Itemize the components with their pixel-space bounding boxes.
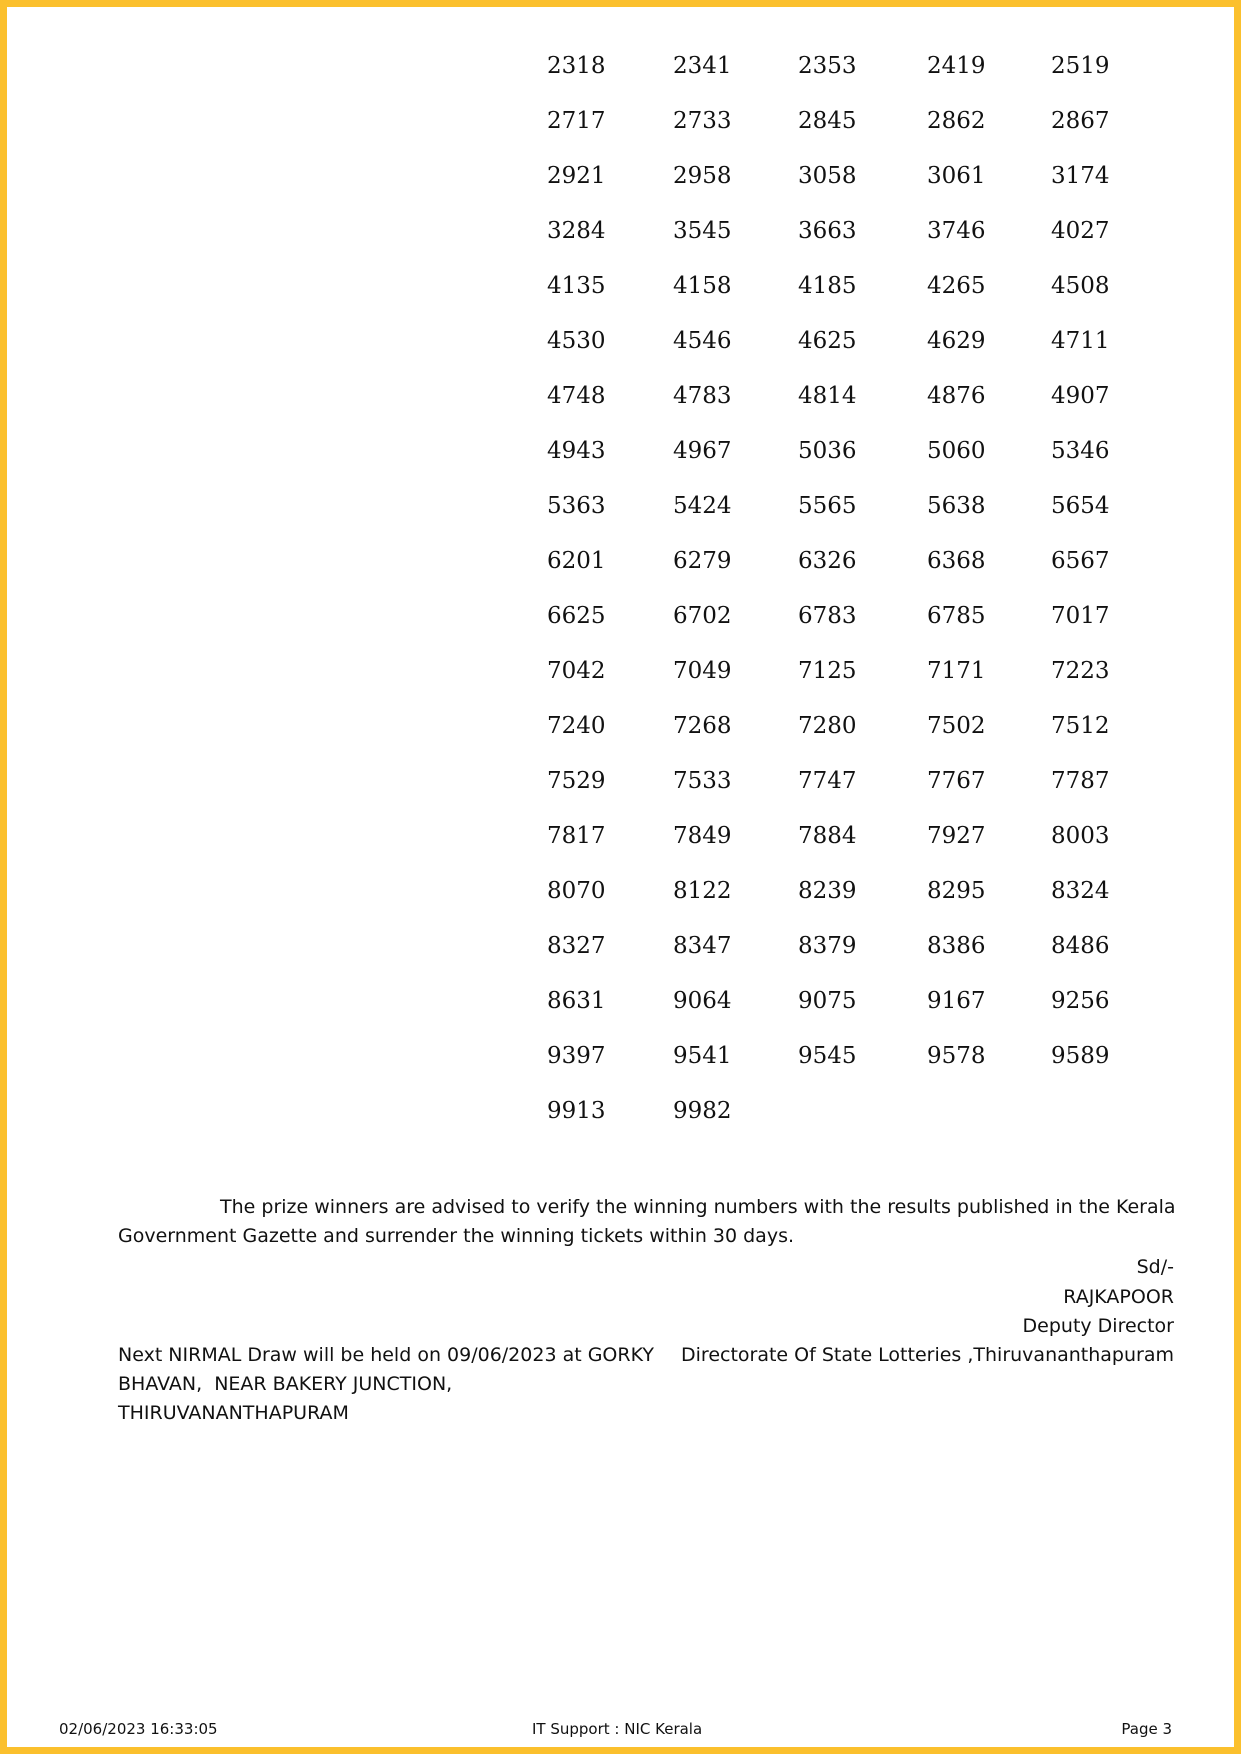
winning-number: 3545 bbox=[673, 218, 732, 244]
number-row bbox=[7, 326, 1234, 381]
winning-number: 7049 bbox=[673, 658, 732, 684]
winning-number: 2862 bbox=[927, 108, 986, 134]
winning-number: 2845 bbox=[798, 108, 857, 134]
number-row bbox=[7, 381, 1234, 436]
winning-number: 9167 bbox=[927, 988, 986, 1014]
winning-number: 5654 bbox=[1051, 493, 1110, 519]
winning-number: 8327 bbox=[547, 933, 606, 959]
winning-number: 4748 bbox=[547, 383, 606, 409]
winning-number: 3058 bbox=[798, 163, 857, 189]
winning-number: 5424 bbox=[673, 493, 732, 519]
number-row bbox=[7, 656, 1234, 711]
winning-number: 4814 bbox=[798, 383, 857, 409]
next-draw-line-3: THIRUVANANTHAPURAM bbox=[118, 1402, 349, 1424]
winning-number: 7533 bbox=[673, 768, 732, 794]
winning-number: 4265 bbox=[927, 273, 986, 299]
winning-number: 7042 bbox=[547, 658, 606, 684]
winning-number: 7512 bbox=[1051, 713, 1110, 739]
winning-number: 9541 bbox=[673, 1043, 732, 1069]
winning-number: 5363 bbox=[547, 493, 606, 519]
footer-page-number: Page 3 bbox=[1121, 1720, 1172, 1738]
winning-number: 2867 bbox=[1051, 108, 1110, 134]
winning-number: 4783 bbox=[673, 383, 732, 409]
number-row bbox=[7, 1041, 1234, 1096]
number-row bbox=[7, 491, 1234, 546]
winning-number: 5565 bbox=[798, 493, 857, 519]
winning-number: 2519 bbox=[1051, 53, 1110, 79]
signature-sd: Sd/- bbox=[1136, 1256, 1174, 1278]
winning-number: 5060 bbox=[927, 438, 986, 464]
winning-number: 7171 bbox=[927, 658, 986, 684]
number-row bbox=[7, 711, 1234, 766]
next-draw-line-2: BHAVAN, NEAR BAKERY JUNCTION, bbox=[118, 1373, 453, 1395]
winning-number: 7849 bbox=[673, 823, 732, 849]
winning-number: 3663 bbox=[798, 218, 857, 244]
winning-number: 4546 bbox=[673, 328, 732, 354]
winning-number: 2318 bbox=[547, 53, 606, 79]
winning-number: 8347 bbox=[673, 933, 732, 959]
winning-number: 7268 bbox=[673, 713, 732, 739]
number-row bbox=[7, 51, 1234, 106]
winning-number: 6326 bbox=[798, 548, 857, 574]
winning-number: 5638 bbox=[927, 493, 986, 519]
winning-number: 3174 bbox=[1051, 163, 1110, 189]
winning-number: 5036 bbox=[798, 438, 857, 464]
winning-number: 2958 bbox=[673, 163, 732, 189]
winning-number: 9064 bbox=[673, 988, 732, 1014]
next-draw-notice bbox=[118, 1341, 678, 1428]
winning-number: 3746 bbox=[927, 218, 986, 244]
winning-number: 2717 bbox=[547, 108, 606, 134]
advisory-text: The prize winners are advised to verify the winning numbers with the results published in the Kerala Government Gazette and surrender the winning tickets within 30 days. bbox=[118, 1196, 1176, 1247]
number-row bbox=[7, 271, 1234, 326]
number-row bbox=[7, 161, 1234, 216]
winning-number: 7240 bbox=[547, 713, 606, 739]
winning-number: 4907 bbox=[1051, 383, 1110, 409]
winning-number: 4625 bbox=[798, 328, 857, 354]
number-row bbox=[7, 546, 1234, 601]
winning-number: 8386 bbox=[927, 933, 986, 959]
winning-number: 9913 bbox=[547, 1098, 606, 1124]
winning-number: 9256 bbox=[1051, 988, 1110, 1014]
number-row bbox=[7, 876, 1234, 931]
winning-number: 9982 bbox=[673, 1098, 732, 1124]
winning-number: 9545 bbox=[798, 1043, 857, 1069]
number-row bbox=[7, 436, 1234, 491]
number-row bbox=[7, 216, 1234, 271]
winning-number: 9397 bbox=[547, 1043, 606, 1069]
winning-number: 3061 bbox=[927, 163, 986, 189]
winning-number: 4629 bbox=[927, 328, 986, 354]
winning-number: 2419 bbox=[927, 53, 986, 79]
winning-number: 7767 bbox=[927, 768, 986, 794]
winning-number: 7884 bbox=[798, 823, 857, 849]
winning-number: 4135 bbox=[547, 273, 606, 299]
winning-number: 2353 bbox=[798, 53, 857, 79]
winning-numbers-grid bbox=[7, 51, 1234, 1151]
winning-number: 7502 bbox=[927, 713, 986, 739]
winning-number: 8239 bbox=[798, 878, 857, 904]
winning-number: 7280 bbox=[798, 713, 857, 739]
signature-name: RAJKAPOOR bbox=[1063, 1286, 1174, 1308]
winning-number: 4967 bbox=[673, 438, 732, 464]
winning-number: 7927 bbox=[927, 823, 986, 849]
footer-timestamp: 02/06/2023 16:33:05 bbox=[59, 1720, 218, 1738]
winning-number: 4876 bbox=[927, 383, 986, 409]
winning-number: 2921 bbox=[547, 163, 606, 189]
winning-number: 6702 bbox=[673, 603, 732, 629]
number-row bbox=[7, 106, 1234, 161]
winning-number: 4711 bbox=[1051, 328, 1110, 354]
next-draw-line-1: Next NIRMAL Draw will be held on 09/06/2023 at GORKY bbox=[118, 1344, 654, 1366]
winning-number: 5346 bbox=[1051, 438, 1110, 464]
number-row bbox=[7, 931, 1234, 986]
winning-number: 4027 bbox=[1051, 218, 1110, 244]
winning-number: 8122 bbox=[673, 878, 732, 904]
footer-support: IT Support : NIC Kerala bbox=[532, 1720, 703, 1738]
number-row bbox=[7, 601, 1234, 656]
winning-number: 9075 bbox=[798, 988, 857, 1014]
winning-number: 4530 bbox=[547, 328, 606, 354]
winning-number: 7529 bbox=[547, 768, 606, 794]
winning-number: 8379 bbox=[798, 933, 857, 959]
winning-number: 6625 bbox=[547, 603, 606, 629]
winning-number: 6279 bbox=[673, 548, 732, 574]
number-row bbox=[7, 986, 1234, 1041]
winning-number: 8324 bbox=[1051, 878, 1110, 904]
number-row bbox=[7, 1096, 1234, 1151]
winning-number: 8295 bbox=[927, 878, 986, 904]
winning-number: 9578 bbox=[927, 1043, 986, 1069]
winning-number: 8070 bbox=[547, 878, 606, 904]
winning-number: 3284 bbox=[547, 218, 606, 244]
winning-number: 8003 bbox=[1051, 823, 1110, 849]
winning-number: 6785 bbox=[927, 603, 986, 629]
winning-number: 8631 bbox=[547, 988, 606, 1014]
winning-number: 4185 bbox=[798, 273, 857, 299]
winning-number: 7747 bbox=[798, 768, 857, 794]
winning-number: 7017 bbox=[1051, 603, 1110, 629]
number-row bbox=[7, 821, 1234, 876]
winning-number: 8486 bbox=[1051, 933, 1110, 959]
winning-number: 7125 bbox=[798, 658, 857, 684]
winning-number: 7787 bbox=[1051, 768, 1110, 794]
winning-number: 4943 bbox=[547, 438, 606, 464]
winning-number: 4158 bbox=[673, 273, 732, 299]
winning-number: 6368 bbox=[927, 548, 986, 574]
winning-number: 7817 bbox=[547, 823, 606, 849]
winning-number: 6783 bbox=[798, 603, 857, 629]
winning-number: 6201 bbox=[547, 548, 606, 574]
winning-number: 2341 bbox=[673, 53, 732, 79]
number-row bbox=[7, 766, 1234, 821]
winning-number: 9589 bbox=[1051, 1043, 1110, 1069]
winning-number: 2733 bbox=[673, 108, 732, 134]
winning-number: 6567 bbox=[1051, 548, 1110, 574]
signature-office: Directorate Of State Lotteries ,Thiruvananthapuram bbox=[681, 1344, 1174, 1366]
winning-number: 7223 bbox=[1051, 658, 1110, 684]
winning-number: 4508 bbox=[1051, 273, 1110, 299]
signature-designation: Deputy Director bbox=[1022, 1315, 1174, 1337]
